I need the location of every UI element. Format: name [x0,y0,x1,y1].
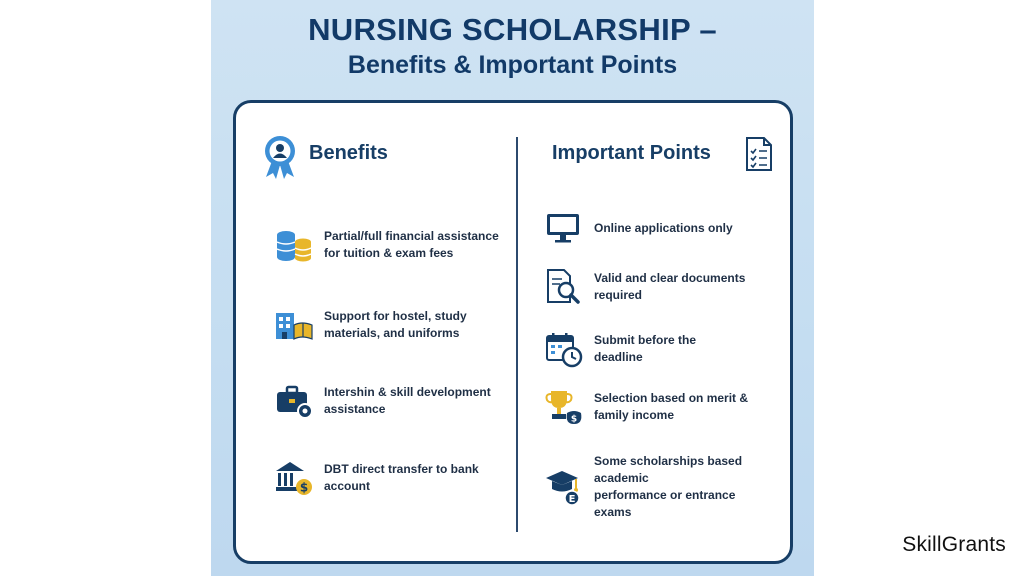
important-point-text: Valid and clear documents required [594,271,746,302]
poster-title: NURSING SCHOLARSHIP – [308,12,717,47]
monitor-icon [544,208,584,248]
svg-text:$: $ [299,480,309,495]
info-card [233,100,793,564]
benefit-item [274,381,491,421]
important-point-text: Submit before the deadline [594,333,697,364]
column-divider [516,137,518,532]
award-ribbon-icon [262,135,298,179]
important-point-item [544,387,748,427]
benefit-item [274,458,479,498]
benefit-item [274,305,467,345]
benefit-item [274,225,499,265]
important-point-text: Selection based on merit & family income [594,391,749,422]
benefit-text: Partial/full financial assistance for tuition & exam fees [324,229,499,260]
svg-text:$: $ [570,414,578,425]
brand-watermark: SkillGrants [902,533,1006,556]
poster [211,0,814,576]
checklist-document-icon [745,136,773,172]
important-point-item [544,453,790,521]
benefit-text: Support for hostel, study materials, and uniforms [324,309,467,340]
document-search-icon [544,267,584,307]
briefcase-gear-icon [274,381,314,421]
poster-subtitle: Benefits & Important Points [347,51,678,79]
benefits-heading: Benefits [309,142,388,164]
coins-stack-icon [274,225,314,265]
calendar-clock-icon [544,329,584,369]
important-point-text: Some scholarships based academic performance or entrance exams [594,454,743,519]
building-book-icon [274,305,314,345]
bank-dollar-icon [274,458,314,498]
important-point-item [544,208,733,248]
svg-text:E: E [568,494,576,505]
benefit-text: Intershin & skill development assistance [324,385,491,416]
trophy-money-icon [544,387,584,427]
important-point-item [544,329,696,369]
important-points-heading: Important Points [552,142,711,164]
benefit-text: DBT direct transfer to bank account [324,462,479,493]
important-point-item [544,267,745,307]
graduation-cap-icon [544,467,584,507]
important-point-text: Online applications only [594,220,733,235]
